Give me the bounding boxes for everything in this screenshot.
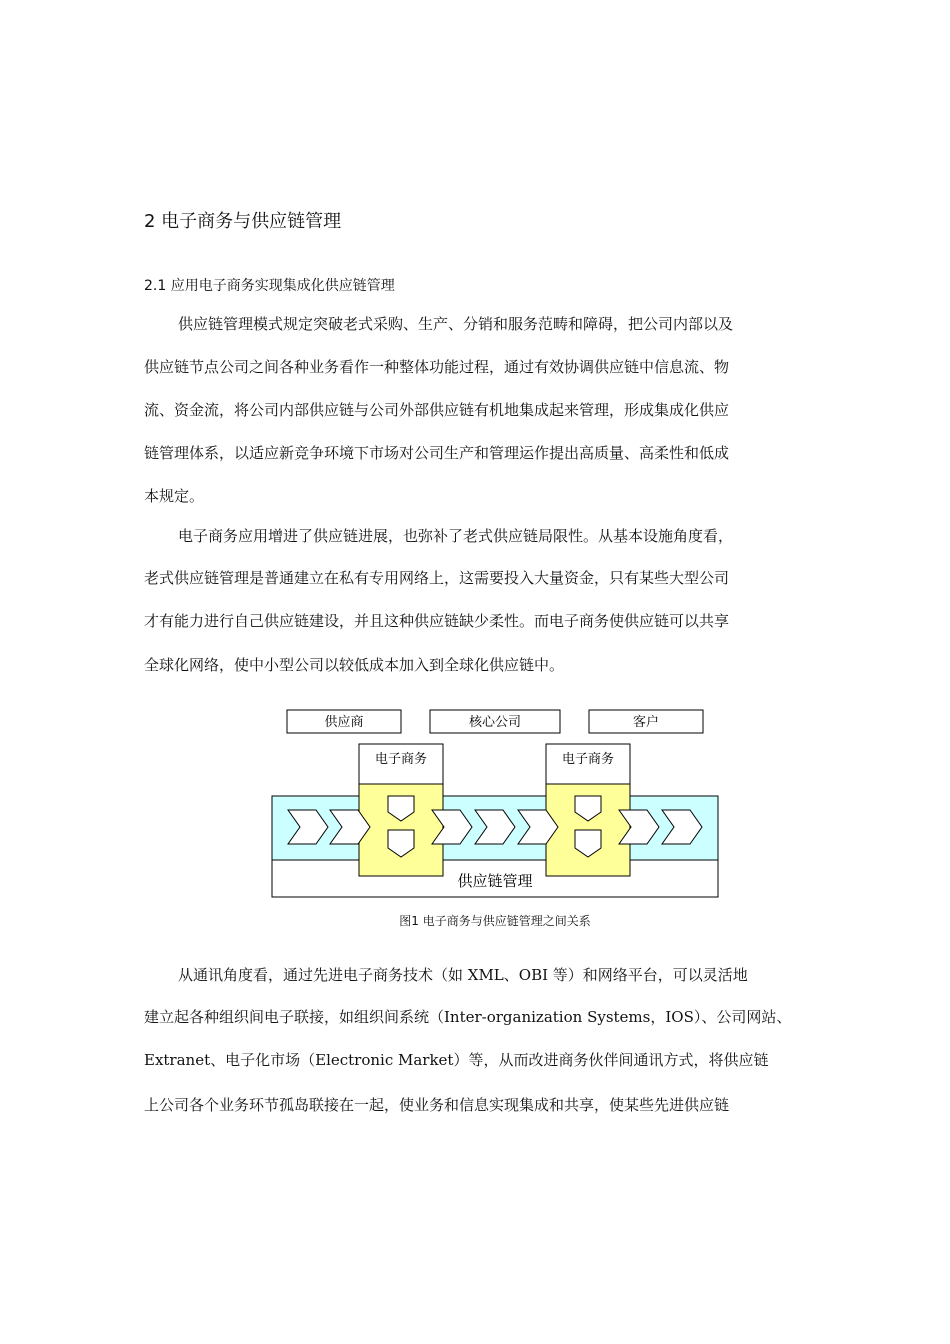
paragraph-1-line-3: 流、资金流，将公司内部供应链与公司外部供应链有机地集成起来管理，形成集成化供应 — [144, 401, 730, 419]
flow-chevrons — [288, 810, 702, 844]
paragraph-2-line-1: 电子商务应用增进了供应链进展，也弥补了老式供应链局限性。从基本设施角度看， — [178, 527, 734, 545]
paragraph-2-line-4: 全球化网络，使中小型公司以较低成本加入到全球化供应链中。 — [144, 656, 565, 674]
ecommerce-right-label: 电子商务 — [561, 752, 615, 767]
paragraph-3-line-3: Extranet、电子化市场（Electronic Market）等，从而改进商务伙伴间通讯方式，将供应链 — [144, 1051, 769, 1069]
customer-label: 客户 — [632, 715, 660, 730]
ecommerce-left-label: 电子商务 — [374, 752, 428, 767]
paragraph-2-line-2: 老式供应链管理是普通建立在私有专用网络上，这需要投入大量资金，只有某些大型公司 — [144, 569, 730, 587]
core-company-label: 核心公司 — [468, 715, 522, 730]
supplier-label: 供应商 — [324, 715, 364, 730]
paragraph-1-line-1: 供应链管理模式规定突破老式采购、生产、分销和服务范畴和障碍，把公司内部以及 — [178, 315, 734, 333]
section-heading: 2 电子商务与供应链管理 — [144, 211, 342, 232]
scm-label: 供应链管理 — [457, 872, 533, 890]
paragraph-3-line-2: 建立起各种组织间电子联接，如组织间系统（Inter-organization Systems，IOS）、公司网站、 — [144, 1008, 792, 1026]
figure-caption: 图1 电子商务与供应链管理之间关系 — [399, 914, 591, 928]
subsection-heading: 2.1 应用电子商务实现集成化供应链管理 — [144, 278, 395, 294]
paragraph-2-line-3: 才有能力进行自己供应链建设，并且这种供应链缺少柔性。而电子商务使供应链可以共享 — [144, 612, 730, 630]
paragraph-1-line-4: 链管理体系，以适应新竞争环境下市场对公司生产和管理运作提出高质量、高柔性和低成 — [144, 444, 730, 462]
paragraph-1-line-5: 本规定。 — [144, 487, 205, 505]
paragraph-1-line-2: 供应链节点公司之间各种业务看作一种整体功能过程，通过有效协调供应链中信息流、物 — [144, 358, 730, 376]
paragraph-3-line-4: 上公司各个业务环节孤岛联接在一起，使业务和信息实现集成和共享，使某些先进供应链 — [144, 1096, 730, 1114]
paragraph-3-line-1: 从通讯角度看，通过先进电子商务技术（如 XML、OBI 等）和网络平台，可以灵活地 — [178, 966, 748, 984]
